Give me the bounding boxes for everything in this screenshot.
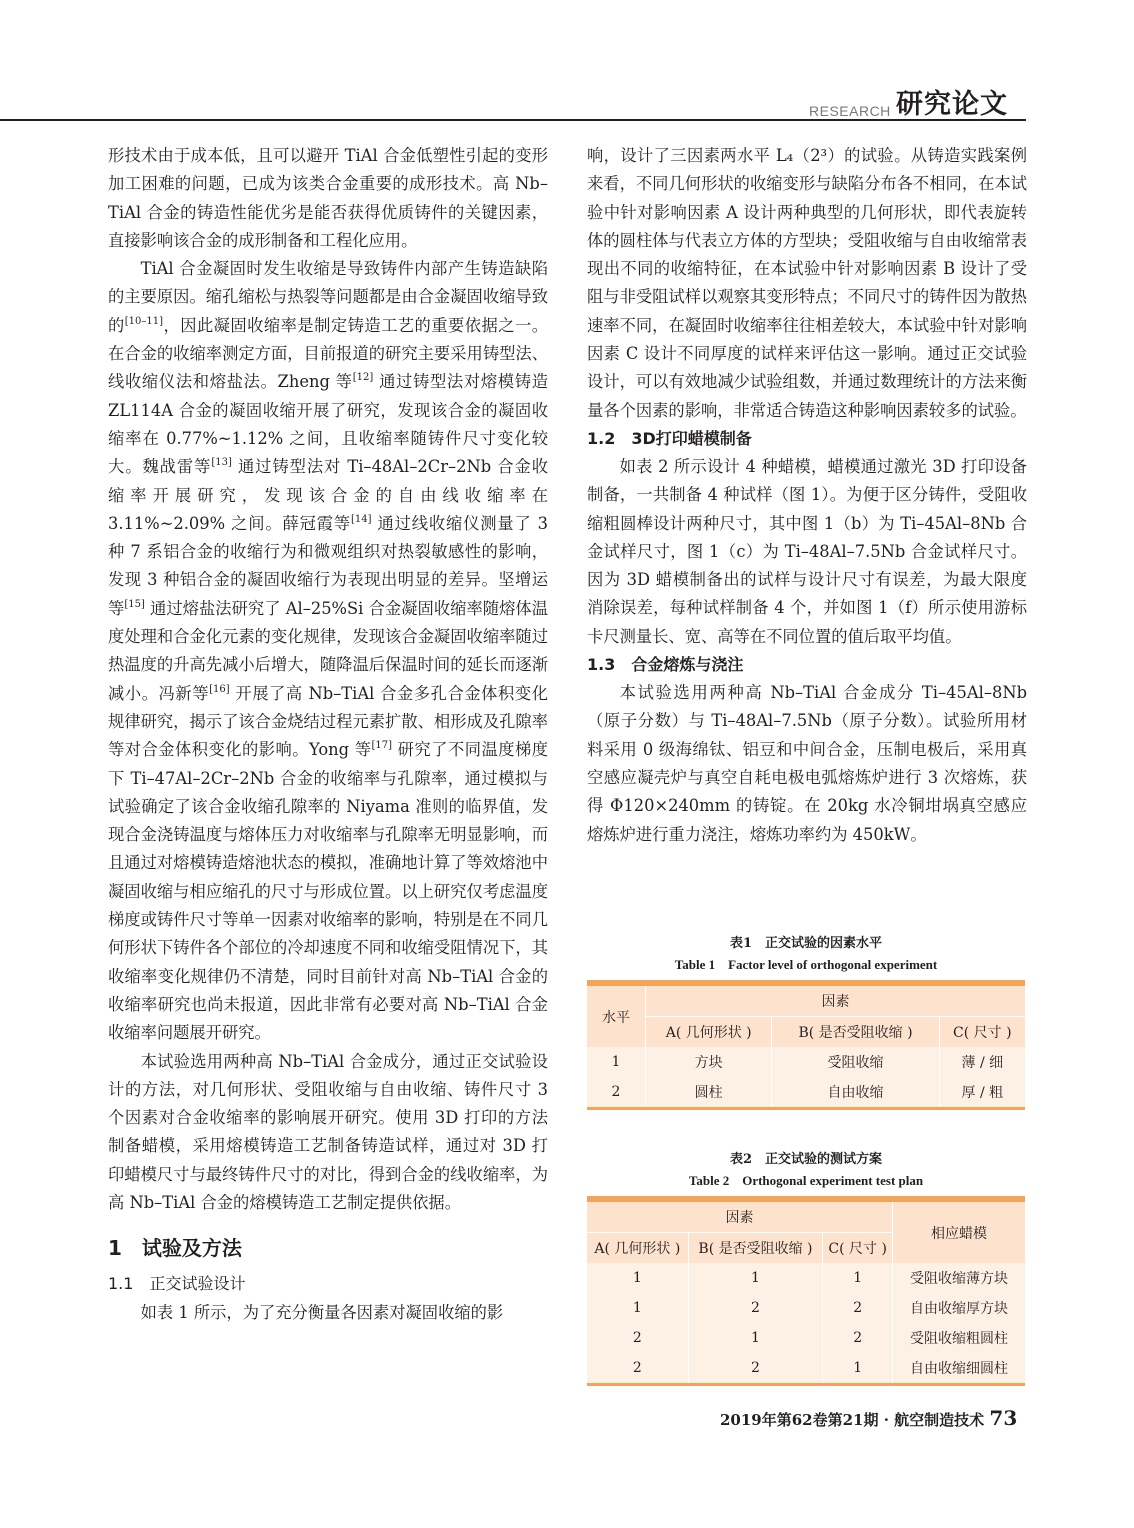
paragraph: TiAl 合金凝固时发生收缩是导致铸件内部产生铸造缺陷的主要原因。缩孔缩松与热裂等问题都是由合金凝固收缩导致的[10–11]，因此凝固收缩率是制定铸造工艺的重要依据之一。在合金的收缩率测定方面，目前报道的研究主要采用铸型法、线收缩仪法和熔盐法。Zheng 等[12] 通过铸型法对熔模铸造 ZL114A 合金的凝固收缩开展了研究，发现该合金的凝固收缩率在 0.77%~1.12% 之间，且收缩率随铸件尺寸变化较大。魏战雷等[13] 通过铸型法对 Ti–48Al–2Cr–2Nb 合金收缩率开展研究，发现该合金的自由线收缩率在 3.11%~2.09% 之间。薛冠霞等[14] 通过线收缩仪测量了 3 种 7 系铝合金的收缩行为和微观组织对热裂敏感性的影响，发现 3 种铝合金的凝固收缩行为表现出明显的差异。坚增运等[15] 通过熔盐法研究了 Al–25%Si 合金凝固收缩率随熔体温度处理和合金化元素的变化规律，发现该合金凝固收缩率随过热温度的升高先减小后增大，随降温后保温时间的延长而逐渐减小。冯新等[16] 开展了高 Nb–TiAl 合金多孔合金体积变化规律研究，揭示了该合金烧结过程元素扩散、相形成及孔隙率等对合金体积变化的影响。Yong 等[17] 研究了不同温度梯度下 Ti–47Al–2Cr–2Nb 合金的收缩率与孔隙率，通过模拟与试验确定了该合金收缩孔隙率的 Niyama 准则的临界值，发现合金浇铸温度与熔体压力对收缩率与孔隙率无明显影响，而且通过对熔模铸造熔池状态的模拟，准确地计算了等效熔池中凝固收缩与相应缩孔的尺寸与形成位置。以上研究仅考虑温度梯度或铸件尺寸等单一因素对收缩率的影响，特别是在不同几何形状下铸件各个部位的冷却速度不同和收缩受阻情况下，其收缩率变化规律仍不清楚，同时目前针对高 Nb–TiAl 合金的收缩率研究也尚未报道，因此非常有必要对高 Nb–TiAl 合金收缩率问题展开研究。 (108, 259, 548, 1043)
table2-subheader: B( 是否受阻收缩 ) (688, 1233, 823, 1264)
table2 (587, 1196, 1025, 1386)
paragraph: 本试验选用两种高 Nb–TiAl 合金成分，通过正交试验设计的方法，对几何形状、受阻收缩与自由收缩、铸件尺寸 3 个因素对合金收缩率的影响展开研究。使用 3D 打印的方法制备蜡模，采用熔模铸造工艺制备铸造试样，通过对 3D 打印蜡模尺寸与最终铸件尺寸的对比，得到合金的线收缩率，为高 Nb–TiAl 合金的熔模铸造工艺制定提供依据。 (108, 1051, 548, 1212)
left-column (108, 142, 548, 1328)
table-cell: 2 (823, 1323, 893, 1353)
citation: [13] (211, 457, 232, 469)
citation: [12] (352, 372, 374, 384)
table2-subheader: C( 尺寸 ) (823, 1233, 893, 1264)
table1-subheader: A( 几何形状 ) (646, 1017, 772, 1048)
table-cell: 受阻收缩粗圆柱 (910, 1331, 1008, 1347)
citation: [15] (124, 598, 145, 610)
table-row (587, 1077, 1025, 1109)
subsection-heading: 1.3 合金熔炼与浇注 (587, 655, 744, 675)
paragraph: 形技术由于成本低，且可以避开 TiAl 合金低塑性引起的变形加工困难的问题，已成为该类合金重要的成形技术。高 Nb–TiAl 合金的铸造性能优劣是能否获得优质铸件的关键因素，直接影响该合金的成形制备和工程化应用。 (108, 146, 548, 250)
table-cell: 2 (823, 1293, 893, 1323)
table-row (587, 1047, 1025, 1077)
table-cell: 2 (688, 1353, 823, 1385)
subsection-heading: 1.2 3D打印蜡模制备 (587, 428, 752, 448)
table-cell: 1 (587, 1263, 688, 1293)
table-cell: 2 (688, 1293, 823, 1323)
table-cell: 1 (587, 1047, 646, 1077)
table1-block (587, 934, 1025, 1110)
table1-header-level: 水平 (587, 983, 646, 1047)
table-cell: 厚 / 粗 (961, 1085, 1004, 1101)
table-cell: 圆柱 (646, 1077, 772, 1109)
table-cell: 1 (688, 1323, 823, 1353)
table-cell: 2 (587, 1323, 688, 1353)
page-number: 73 (989, 1406, 1018, 1430)
table1-header-factor: 因素 (646, 983, 1026, 1017)
paragraph: 如表 1 所示，为了充分衡量各因素对凝固收缩的影 (140, 1303, 504, 1323)
citation: [16] (209, 683, 230, 695)
table-cell: 1 (823, 1263, 893, 1293)
table2-caption-en: Table 2 Orthogonal experiment test plan (688, 1173, 924, 1188)
citation: [10–11] (124, 315, 164, 327)
paragraph: 响，设计了三因素两水平 L₄（2³）的试验。从铸造实践案例来看，不同几何形状的收缩变形与缺陷分布各不相同，在本试验中针对影响因素 A 设计两种典型的几何形状，即代表旋转体的圆柱体与代表立方体的方型块；受阻收缩与自由收缩常表现出不同的收缩特征，在本试验中针对影响因素 B 设计了受阻与非受阻试样以观察其变形特点；不同尺寸的铸件因为散热速率不同，在凝固时收缩率往往相差较大，本试验中针对影响因素 C 设计不同厚度的试样来评估这一影响。通过正交试验设计，可以有效地减少试验组数，并通过数理统计的方法来衡量各个因素的影响，非常适合铸造这种影响因素较多的试验。 (587, 146, 1027, 420)
table-cell: 薄 / 细 (961, 1055, 1004, 1071)
table-cell: 1 (688, 1263, 823, 1293)
table-row (587, 1263, 1025, 1293)
table1-subheader: C( 尺寸 ) (953, 1025, 1012, 1041)
table2-header-factor: 因素 (587, 1199, 893, 1233)
table-row (587, 1323, 1025, 1353)
right-column (587, 142, 1027, 849)
table-cell: 方块 (646, 1047, 772, 1077)
table-cell: 1 (823, 1353, 893, 1385)
table1 (587, 980, 1025, 1110)
table2-header-wax: 相应蜡模 (931, 1225, 987, 1242)
table-cell: 2 (587, 1353, 688, 1385)
table1-caption-en: Table 1 Factor level of orthogonal experiment (674, 957, 938, 972)
citation: [14] (350, 513, 372, 525)
section-label-zh: 研究论文 (896, 89, 1008, 120)
table2-subheader: A( 几何形状 ) (587, 1233, 688, 1264)
section-label-en: RESEARCH (809, 103, 891, 119)
table-cell: 受阻收缩薄方块 (910, 1271, 1008, 1287)
table-cell: 受阻收缩 (772, 1047, 939, 1077)
table1-caption-zh: 表1 正交试验的因素水平 (729, 936, 883, 951)
table-row (587, 1293, 1025, 1323)
table-cell: 自由收缩 (772, 1077, 939, 1109)
paragraph: 本试验选用两种高 Nb–TiAl 合金成分 Ti–45Al–8Nb（原子分数）与 Ti–48Al–7.5Nb（原子分数）。试验所用材料采用 0 级海绵钛、铝豆和中间合金，压制电极后，采用真空感应凝壳炉与真空自耗电极电弧熔炼炉进行 3 次熔炼，获得 Φ120×240mm 的铸锭。在 20kg 水冷铜坩埚真空感应熔炼炉进行重力浇注，熔炼功率约为 450kW。 (587, 683, 1027, 844)
table2-caption-zh: 表2 正交试验的测试方案 (729, 1152, 883, 1167)
table-cell: 自由收缩细圆柱 (910, 1361, 1008, 1377)
page-footer (720, 1406, 1017, 1430)
header-rule (0, 119, 1026, 121)
table-cell: 自由收缩厚方块 (910, 1301, 1008, 1317)
paragraph: 如表 2 所示设计 4 种蜡模，蜡模通过激光 3D 打印设备制备，一共制备 4 种试样（图 1）。为便于区分铸件，受阻收缩粗圆棒设计两种尺寸，其中图 1（b）为 Ti–45Al–8Nb 合金试样尺寸，图 1（c）为 Ti–48Al–7.5Nb 合金试样尺寸。因为 3D 蜡模制备出的试样与设计尺寸有误差，为最大限度消除误差，每种试样制备 4 个，并如图 1（f）所示使用游标卡尺测量长、宽、高等在不同位置的值后取平均值。 (587, 456, 1027, 646)
table-row (587, 1353, 1025, 1385)
table1-subheader: B( 是否受阻收缩 ) (772, 1017, 939, 1048)
table-cell: 1 (587, 1293, 688, 1323)
section-heading: 1 试验及方法 (108, 1236, 242, 1261)
subsection-heading: 1.1 正交试验设计 (108, 1274, 246, 1294)
citation: [17] (371, 740, 393, 752)
table2-block (587, 1150, 1025, 1386)
journal-info: 2019年第62卷第21期 · 航空制造技术 (720, 1411, 985, 1429)
table-cell: 2 (587, 1077, 646, 1109)
